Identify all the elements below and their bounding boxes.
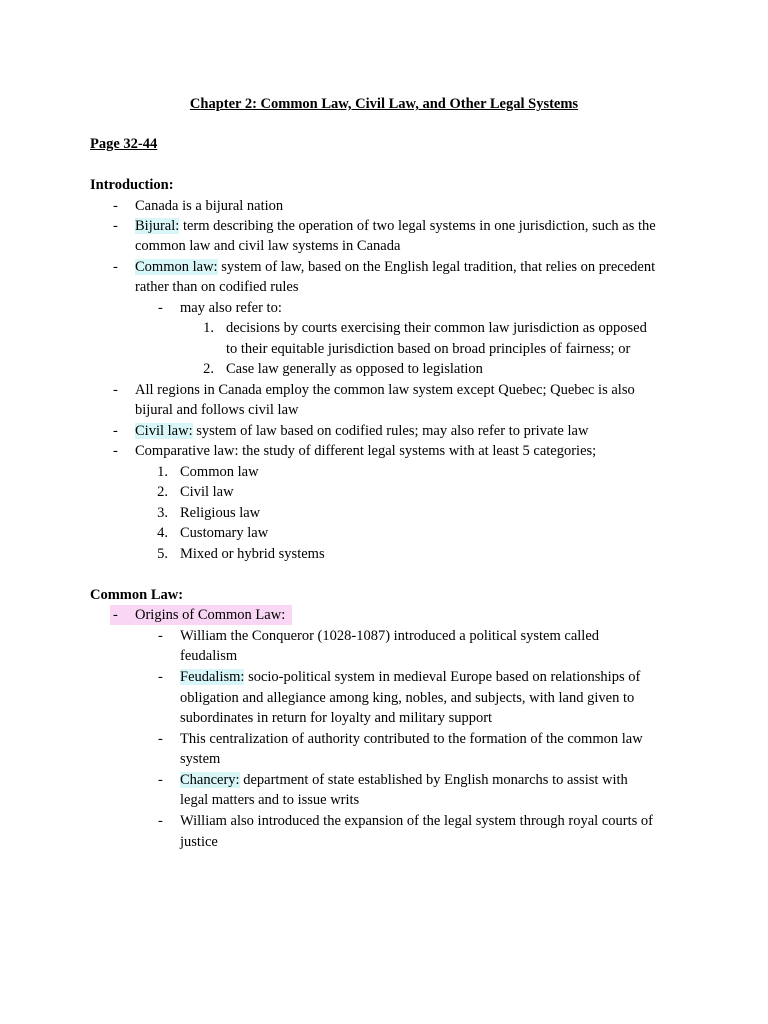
definition-civil-law: system of law based on codified rules; may also refer to private law — [192, 423, 589, 439]
definition-common-law: system of law, based on the English legal tradition, that relies on precedent — [217, 259, 656, 275]
list-number: 1. — [157, 464, 168, 480]
category-item: Customary law — [180, 525, 269, 541]
list-item-chancery — [180, 770, 628, 790]
list-number: 4. — [157, 525, 168, 541]
term-civil-law: Civil law: — [135, 423, 193, 439]
bullet-dash: - — [158, 731, 163, 747]
list-item-regions-cont: bijural and follows civil law — [135, 402, 299, 418]
sub-item-decisions-cont: to their equitable jurisdiction based on broad principles of fairness; or — [226, 341, 631, 357]
list-number: 2. — [203, 361, 214, 377]
bullet-dash: - — [158, 813, 163, 829]
bullet-dash: - — [158, 669, 163, 685]
definition-bijural: term describing the operation of two legal systems in one jurisdiction, such as the — [179, 218, 656, 234]
category-item: Mixed or hybrid systems — [180, 546, 325, 562]
category-item: Civil law — [180, 484, 234, 500]
list-item-centralization-cont: system — [180, 751, 221, 767]
bullet-dash: - — [113, 443, 118, 459]
list-item-regions: All regions in Canada employ the common law system except Quebec; Quebec is also — [135, 382, 635, 398]
definition-common-law-cont: rather than on codified rules — [135, 279, 299, 295]
list-item-origins: Origins of Common Law: — [135, 607, 286, 623]
term-feudalism: Feudalism: — [180, 669, 245, 685]
list-item-royal-courts: William also introduced the expansion of the legal system through royal courts of — [180, 813, 653, 829]
list-item-civil-law — [135, 421, 588, 441]
definition-feudalism-cont: obligation and allegiance among king, nobles, and subjects, with land given to — [180, 690, 635, 706]
definition-chancery-cont: legal matters and to issue writs — [180, 792, 360, 808]
list-number: 2. — [157, 484, 168, 500]
document-title: Chapter 2: Common Law, Civil Law, and Other Legal Systems — [189, 96, 579, 112]
category-item: Common law — [180, 464, 259, 480]
list-number: 3. — [157, 505, 168, 521]
bullet-dash: - — [113, 423, 118, 439]
bullet-dash: - — [113, 259, 118, 275]
list-number: 5. — [157, 546, 168, 562]
bullet-dash: - — [158, 772, 163, 788]
list-item-may-refer: may also refer to: — [180, 300, 282, 316]
term-bijural: Bijural: — [135, 218, 180, 234]
bullet-dash: - — [158, 628, 163, 644]
bullet-dash: - — [158, 300, 163, 316]
list-item-centralization: This centralization of authority contributed to the formation of the common law — [180, 731, 643, 747]
list-item-common-law — [135, 257, 655, 277]
bullet-dash: - — [113, 218, 118, 234]
list-item-william: William the Conqueror (1028-1087) introduced a political system called — [180, 628, 599, 644]
term-chancery: Chancery: — [180, 772, 240, 788]
section-heading-introduction: Introduction: — [90, 177, 174, 193]
list-number: 1. — [203, 320, 214, 336]
list-item-william-cont: feudalism — [180, 648, 238, 664]
category-item: Religious law — [180, 505, 261, 521]
list-item-bijural — [135, 216, 656, 236]
page-range: Page 32-44 — [90, 136, 158, 152]
list-item-feudalism — [180, 667, 640, 687]
bullet-dash: - — [113, 198, 118, 214]
bullet-dash: - — [113, 382, 118, 398]
sub-item-decisions: decisions by courts exercising their common law jurisdiction as opposed — [226, 320, 647, 336]
definition-feudalism-cont: subordinates in return for loyalty and military support — [180, 710, 493, 726]
list-item-bijural-nation: Canada is a bijural nation — [135, 198, 284, 214]
definition-feudalism: socio-political system in medieval Europe based on relationships of — [244, 669, 641, 685]
term-common-law: Common law: — [135, 259, 218, 275]
sub-item-case-law: Case law generally as opposed to legislation — [226, 361, 483, 377]
definition-chancery: department of state established by English monarchs to assist with — [239, 772, 628, 788]
list-item-comparative-law: Comparative law: the study of different legal systems with at least 5 categories; — [135, 443, 597, 459]
bullet-dash: - — [113, 607, 118, 623]
section-heading-common-law: Common Law: — [90, 587, 184, 603]
list-item-royal-courts-cont: justice — [180, 834, 218, 850]
definition-bijural-cont: common law and civil law systems in Canada — [135, 238, 401, 254]
